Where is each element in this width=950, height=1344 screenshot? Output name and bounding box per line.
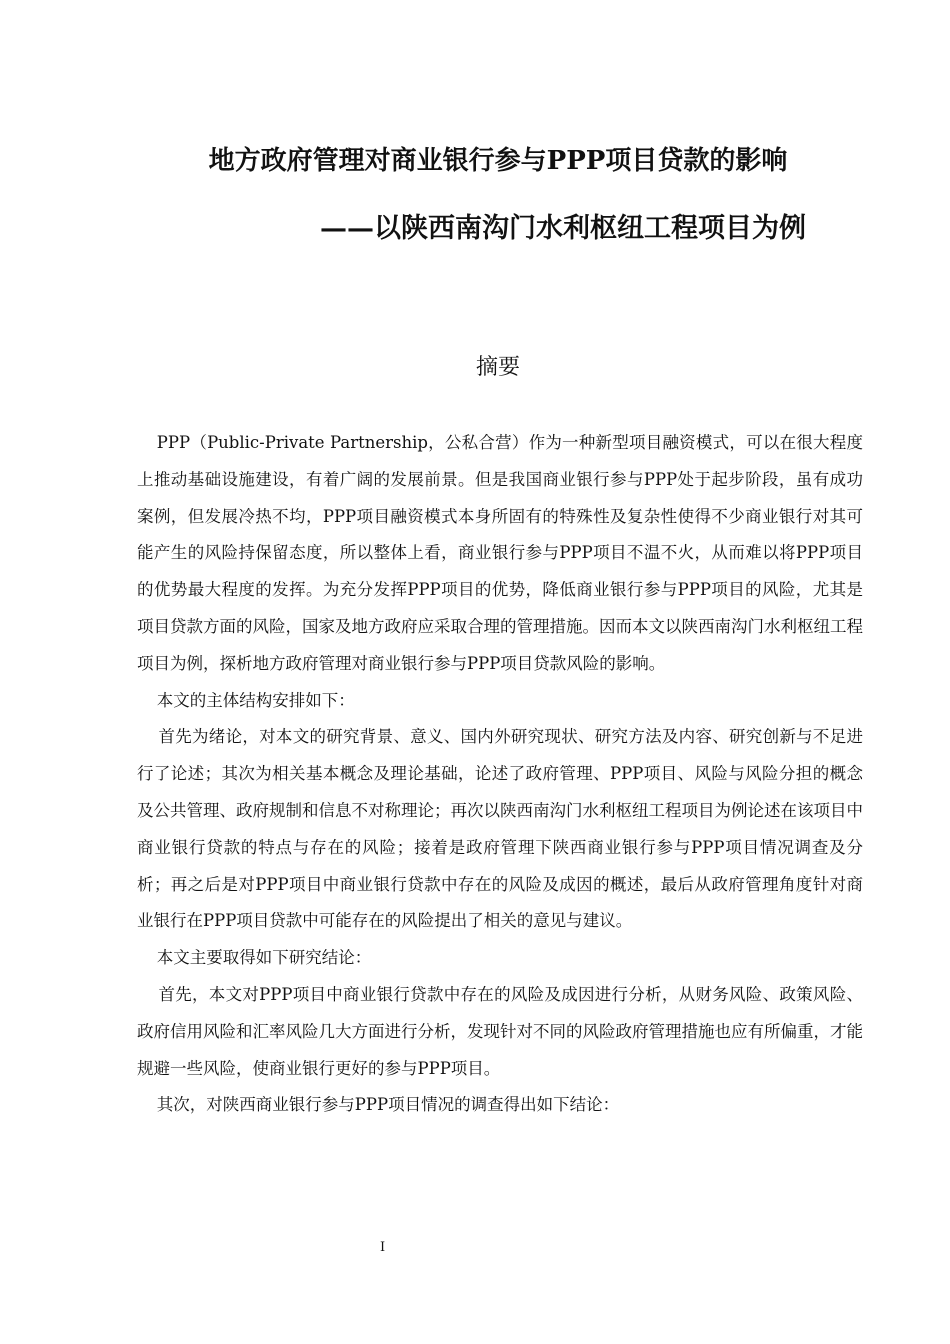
paragraph-conclusion-first: 首先，本文对PPP项目中商业银行贷款中存在的风险及成因进行分析，从财务风险、政策风险、政府信用风险和汇率风险几大方面进行分析，发现针对不同的风险政府管理措施也应有所偏重，才能规避一些风险，使商业银行更好的参与PPP项目。 [137,984,863,1078]
paragraph-structure-intro: 本文的主体结构安排如下： [156,690,355,710]
paragraph-conclusions-intro: 本文主要取得如下研究结论： [156,948,372,968]
paragraph-intro: PPP（Public-Private Partnership，公私合营）作为一种新型项目融资模式，可以在很大程度上推动基础设施建设，有着广阔的发展前景。但是我国商业银行参与PPP处于起步阶段，虽有成功案例，但发展冷热不均，PPP项目融资模式本身所固有的特殊性及复杂性使得不少商业银行对其可能产生的风险持保留态度，所以整体上看，商业银行参与PPP项目不温不火，从而难以将PPP项目的优势最大程度的发挥。为充分发挥PPP项目的优势，降低商业银行参与PPP项目的风险，尤其是项目贷款方面的风险，国家及地方政府应采取合理的管理措施。因而本文以陕西南沟门水利枢纽工程项目为例，探析地方政府管理对商业银行参与PPP项目贷款风险的影响。 [137,433,863,673]
abstract-heading: 摘要 [475,355,520,380]
paragraph-conclusion-second: 其次，对陕西商业银行参与PPP项目情况的调查得出如下结论： [156,1095,620,1115]
abstract-body [137,425,863,1124]
paragraph-structure: 首先为绪论，对本文的研究背景、意义、国内外研究现状、研究方法及内容、研究创新与不足进行了论述；其次为相关基本概念及理论基础，论述了政府管理、PPP项目、风险与风险分担的概念及公共管理、政府规制和信息不对称理论；再次以陕西南沟门水利枢纽工程项目为例论述在该项目中商业银行贷款的特点与存在的风险；接着是政府管理下陕西商业银行参与PPP项目情况调查及分析；再之后是对PPP项目中商业银行贷款中存在的风险及成因的概述，最后从政府管理角度针对商业银行在PPP项目贷款中可能存在的风险提出了相关的意见与建议。 [137,727,863,931]
document-subtitle: ——以陕西南沟门水利枢纽工程项目为例 [320,213,806,244]
page-number: I [380,1240,386,1255]
document-title: 地方政府管理对商业银行参与PPP项目贷款的影响 [208,146,788,176]
